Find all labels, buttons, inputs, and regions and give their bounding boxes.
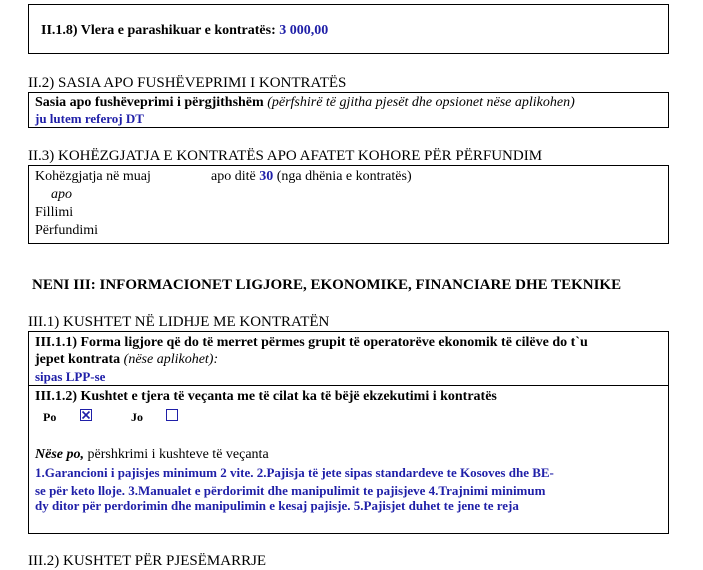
if-yes-label: Nëse po,: [35, 447, 84, 462]
yes-label: Po: [43, 410, 57, 424]
legal-form-question-line2: [35, 351, 218, 368]
conditions-line1: 1.Garancioni i pajisjes minimum 2 vite. 2.Pajisja të jete sipas standardeve te Kosoves dhe BE-: [35, 465, 554, 480]
scope-label: Sasia apo fushëveprimi i përgjithshëm: [35, 95, 264, 110]
conditions-line3: dy ditor për perdorimin dhe manipulimin e kesaj pajisje. 5.Pajisjet duhet te jene te reja: [35, 498, 519, 513]
scope-value: ju lutem referoj DT: [35, 111, 144, 126]
contract-value-row: [41, 22, 328, 39]
duration-end-label: Përfundimi: [35, 223, 98, 238]
no-checkbox[interactable]: [166, 409, 178, 421]
duration-or-label: apo: [51, 187, 72, 202]
scope-note: (përfshirë të gjitha pjesët dhe opsionet nëse aplikohen): [267, 95, 575, 110]
duration-days-suffix: (nga dhënia e kontratës): [276, 169, 412, 184]
duration-days-prefix: apo ditë: [211, 169, 256, 184]
conditions-line2: se për keto lloje. 3.Manualet e përdorimit dhe manipulimit te pajisjeve 4.Trajnimi minimum: [35, 483, 546, 498]
section-ii2-heading: II.2) SASIA APO FUSHËVEPRIMI I KONTRATËS: [28, 75, 347, 91]
duration-days-row: [211, 168, 412, 185]
section-ii3-heading: II.3) KOHËZGJATJA E KONTRATËS APO AFATET KOHORE PËR PËRFUNDIM: [28, 148, 543, 164]
no-label: Jo: [131, 410, 143, 424]
legal-form-question-text: jepet kontrata: [35, 352, 121, 367]
special-conditions-question: III.1.2) Kushtet e tjera të veçanta me të cilat ka të bëjë ekzekutimi i kontratës: [35, 389, 497, 404]
section-iii1-heading: III.1) KUSHTET NË LIDHJE ME KONTRATËN: [28, 314, 330, 330]
duration-months-label: Kohëzgjatja në muaj: [35, 169, 151, 184]
duration-days-value: 30: [259, 169, 274, 184]
contract-value: 3 000,00: [279, 23, 329, 38]
duration-start-label: Fillimi: [35, 205, 74, 220]
legal-form-question-line1: III.1.1) Forma ligjore që do të merret përmes grupit të operatorëve ekonomik të cilëve do t`u: [35, 335, 588, 350]
check-x-icon: [81, 410, 93, 422]
legal-form-note: (nëse aplikohet):: [123, 352, 219, 367]
article-iii-heading: NENI III: INFORMACIONET LIGJORE, EKONOMIKE, FINANCIARE DHE TEKNIKE: [32, 277, 622, 293]
conditions-divider: [28, 385, 669, 386]
yes-checkbox[interactable]: [80, 409, 92, 421]
scope-label-row: [35, 94, 575, 111]
description-label: përshkrimi i kushteve të veçanta: [87, 447, 269, 462]
section-iii2-heading: III.2) KUSHTET PËR PJESËMARRJE: [28, 553, 267, 569]
contract-value-label: II.1.8) Vlera e parashikuar e kontratës:: [41, 23, 276, 38]
if-yes-row: [35, 446, 269, 463]
legal-form-value: sipas LPP-se: [35, 369, 106, 384]
